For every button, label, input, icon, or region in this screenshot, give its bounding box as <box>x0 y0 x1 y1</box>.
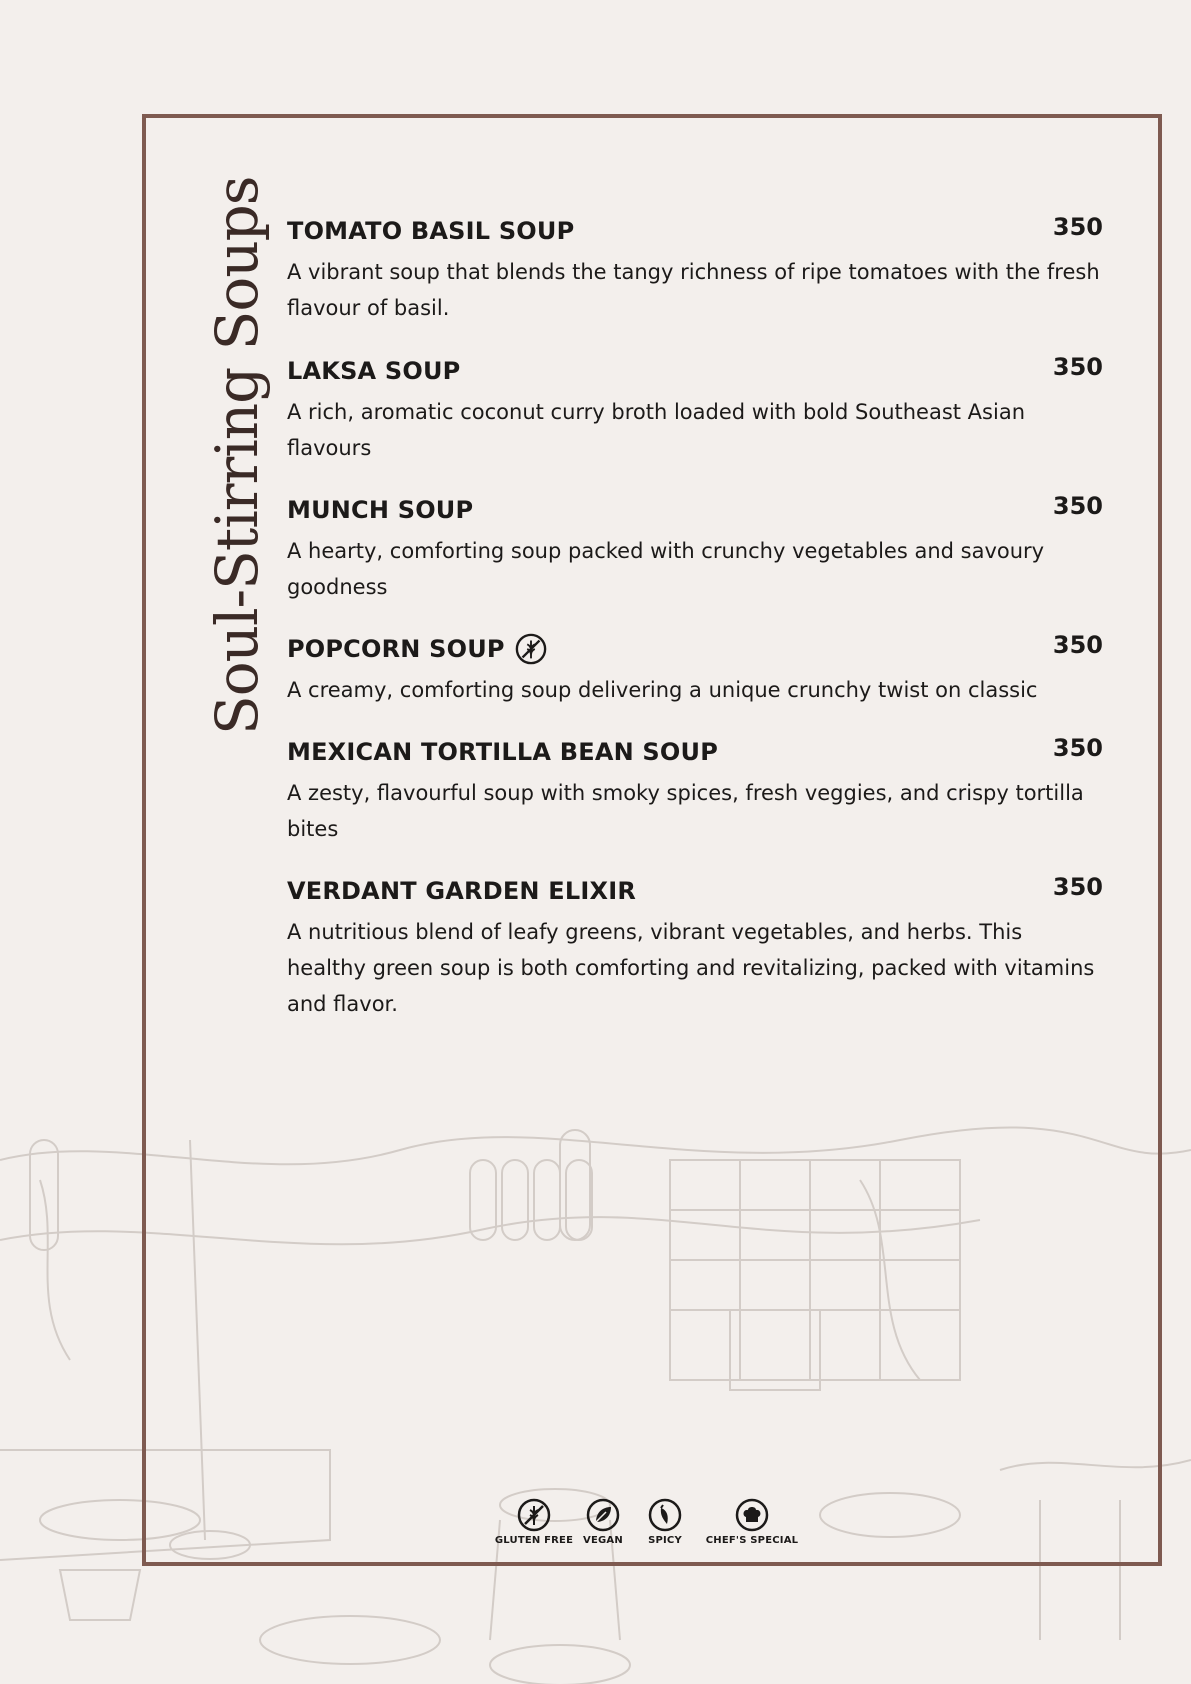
item-name-row <box>287 632 547 666</box>
item-name: TOMATO BASIL SOUP <box>287 217 575 245</box>
gluten-free-icon <box>517 1498 551 1532</box>
item-price: 350 <box>1052 213 1103 241</box>
legend-label: CHEF'S SPECIAL <box>705 1535 799 1546</box>
item-description: A zesty, flavourful soup with smoky spices, fresh veggies, and crispy tortilla bites <box>287 781 1084 841</box>
item-name: LAKSA SOUP <box>287 357 461 385</box>
item-price: 350 <box>1052 734 1103 762</box>
item-price: 350 <box>1052 492 1103 520</box>
item-description: A rich, aromatic coconut curry broth loaded with bold Southeast Asian flavours <box>287 400 1026 460</box>
vegan-leaf-icon <box>586 1498 620 1532</box>
legend-item-spicy <box>640 1498 690 1546</box>
item-description: A creamy, comforting soup delivering a unique crunchy twist on classic <box>287 678 1038 702</box>
menu-item <box>287 214 1103 326</box>
menu-item <box>287 493 1103 605</box>
menu-item <box>287 874 1103 1022</box>
chili-icon <box>648 1498 682 1532</box>
legend-label: SPICY <box>648 1535 682 1546</box>
section-title: Soul-Stirring Soups <box>203 176 271 735</box>
item-price: 350 <box>1052 353 1103 381</box>
legend-item-vegan <box>578 1498 628 1546</box>
item-description: A hearty, comforting soup packed with crunchy vegetables and savoury goodness <box>287 539 1045 599</box>
item-description: A nutritious blend of leafy greens, vibrant vegetables, and herbs. This healthy green soup is both comforting and revitalizing, packed with vitamins and flavor. <box>287 920 1095 1016</box>
legend-item-gluten-free <box>490 1498 578 1546</box>
item-description: A vibrant soup that blends the tangy richness of ripe tomatoes with the fresh flavour of basil. <box>287 260 1100 320</box>
item-price: 350 <box>1052 873 1103 901</box>
menu-item <box>287 632 1103 708</box>
item-name: VERDANT GARDEN ELIXIR <box>287 877 637 905</box>
menu-item <box>287 354 1103 466</box>
menu-item <box>287 735 1103 847</box>
item-price: 350 <box>1052 631 1103 659</box>
item-name: MUNCH SOUP <box>287 496 474 524</box>
gluten-free-icon <box>515 633 547 665</box>
legend-item-chefs-special <box>702 1498 802 1546</box>
legend-label: GLUTEN FREE <box>494 1535 574 1546</box>
item-name: POPCORN SOUP <box>287 635 505 663</box>
chef-hat-icon <box>735 1498 769 1532</box>
legend-label: VEGAN <box>583 1535 623 1546</box>
item-name: MEXICAN TORTILLA BEAN SOUP <box>287 738 719 766</box>
